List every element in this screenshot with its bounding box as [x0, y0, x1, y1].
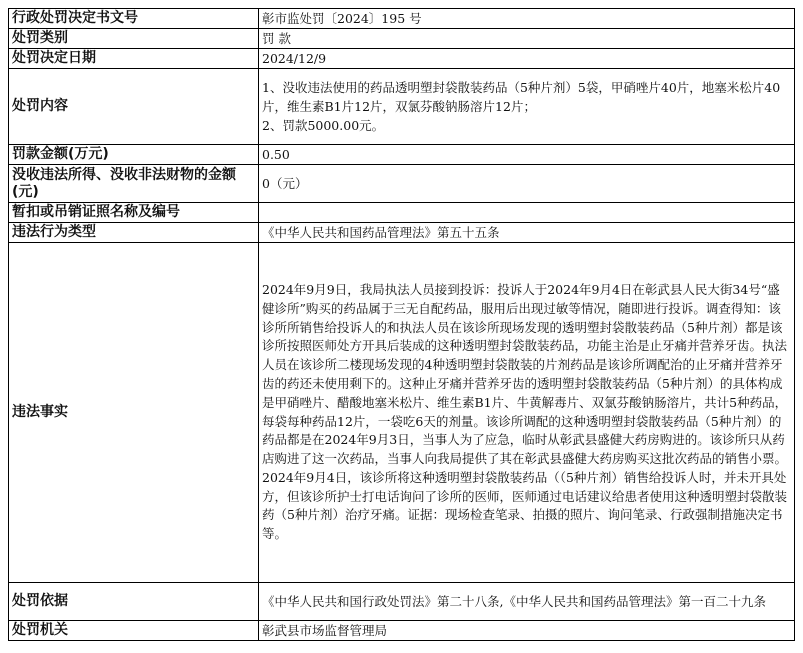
value-penalty-category: 罚 款: [259, 29, 795, 49]
value-decision-number: 彰市监处罚〔2024〕195 号: [259, 9, 795, 29]
label-penalty-category: 处罚类别: [9, 29, 259, 49]
row-penalty-basis: [9, 583, 795, 621]
row-confiscation-amount: [9, 165, 795, 203]
label-penalty-basis: 处罚依据: [9, 583, 259, 621]
value-confiscation-amount: 0（元）: [259, 165, 795, 203]
label-license-revocation: 暂扣或吊销证照名称及编号: [9, 203, 259, 223]
penalty-decision-table: [8, 8, 795, 641]
label-penalty-authority: 处罚机关: [9, 621, 259, 641]
label-violation-facts: 违法事实: [9, 243, 259, 583]
row-decision-date: [9, 49, 795, 69]
value-penalty-content: 1、没收违法使用的药品透明塑封袋散装药品（5种片剂）5袋，甲硝唑片40片，地塞米松片40片，维生素B1片12片，双氯芬酸钠肠溶片12片； 2、罚款5000.00元。: [259, 69, 795, 145]
row-violation-facts: [9, 243, 795, 583]
value-penalty-basis: 《中华人民共和国行政处罚法》第二十八条,《中华人民共和国药品管理法》第一百二十九条: [259, 583, 795, 621]
label-fine-amount: 罚款金额(万元): [9, 145, 259, 165]
row-violation-type: [9, 223, 795, 243]
value-decision-date: 2024/12/9: [259, 49, 795, 69]
value-penalty-authority: 彰武县市场监督管理局: [259, 621, 795, 641]
value-fine-amount: 0.50: [259, 145, 795, 165]
value-violation-type: 《中华人民共和国药品管理法》第五十五条: [259, 223, 795, 243]
value-violation-facts: 2024年9月9日，我局执法人员接到投诉：投诉人于2024年9月4日在彰武县人民大街34号“盛健诊所”购买的药品属于三无自配药品，服用后出现过敏等情况，随即进行投诉。调查得知：该诊所所销售给投诉人的和执法人员在该诊所现场发现的透明塑封袋散装药品（5种片剂）都是该诊所按照医师处方开具后装成的这种透明塑封袋散装药品，功能主治是止牙痛并营养牙齿。执法人员在该诊所二楼现场发现的4种透明塑封袋散装的片剂药品是该诊所调配治的止牙痛并营养牙齿的药还未使用剩下的。这种止牙痛并营养牙齿的透明塑封袋散装药品（5种片剂）的具体构成是甲硝唑片、醋酸地塞米松片、维生素B1片、牛黄解毒片、双氯芬酸钠肠溶片，共计5种药品，每袋每种药品12片，一袋吃6天的剂量。该诊所调配的这种透明塑封袋散装药品（5种片剂）的药品都是在2024年9月3日，当事人为了应急，临时从彰武县盛健大药房购进的。该诊所只从药店购进了这一次药品，当事人向我局提供了其在彰武县盛健大药房购买这批次药品的销售小票。2024年9月4日，该诊所将这种透明塑封袋散装药品（（5种片剂）销售给投诉人时，并未开具处方，但该诊所护士打电话询问了诊所的医师，医师通过电话建议给患者使用这种透明塑封袋散装药（5种片剂）治疗牙痛。证据：现场检查笔录、拍摄的照片、询问笔录、行政强制措施决定书等。: [259, 243, 795, 583]
row-penalty-category: [9, 29, 795, 49]
label-violation-type: 违法行为类型: [9, 223, 259, 243]
label-decision-number: 行政处罚决定书文号: [9, 9, 259, 29]
row-fine-amount: [9, 145, 795, 165]
value-license-revocation: [259, 203, 795, 223]
row-decision-number: [9, 9, 795, 29]
row-license-revocation: [9, 203, 795, 223]
label-confiscation-amount: 没收违法所得、没收非法财物的金额(元): [9, 165, 259, 203]
row-penalty-content: [9, 69, 795, 145]
label-decision-date: 处罚决定日期: [9, 49, 259, 69]
row-penalty-authority: [9, 621, 795, 641]
label-penalty-content: 处罚内容: [9, 69, 259, 145]
